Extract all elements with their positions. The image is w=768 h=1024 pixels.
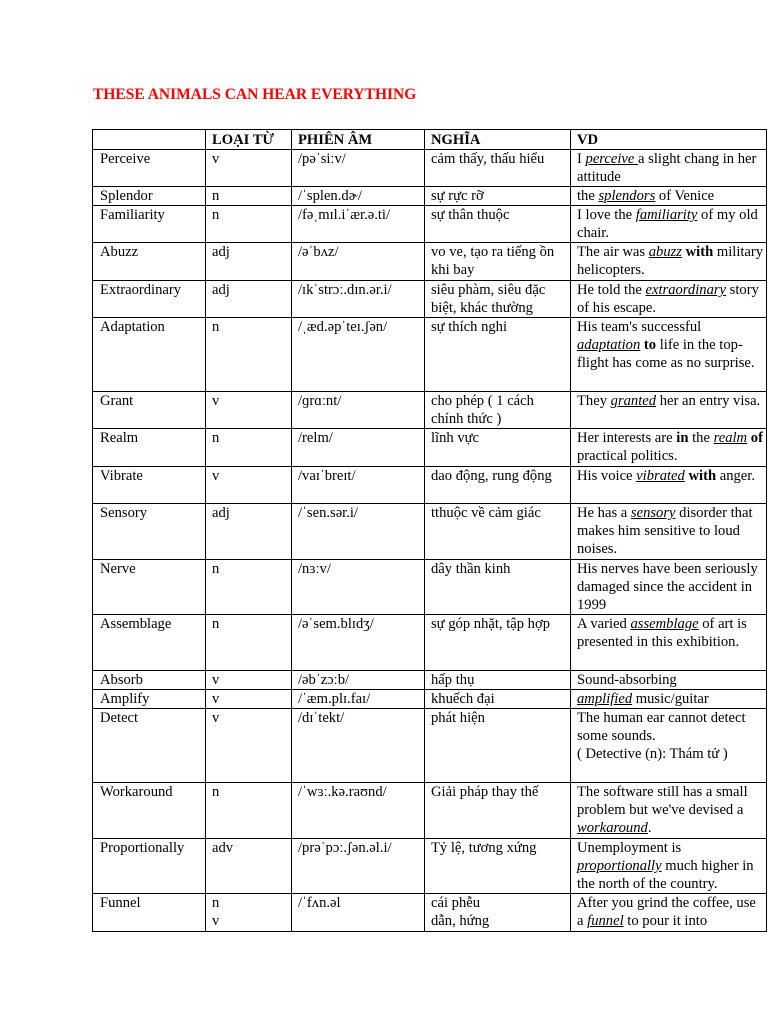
word-cell: Realm [93,429,206,467]
meaning-cell: phát hiện [425,709,571,783]
phonetic-cell: /ɪkˈstrɔː.dɪn.ər.i/ [292,281,425,318]
word-cell: Grant [93,392,206,429]
word-cell: Perceive [93,150,206,187]
example-bold-word: to [643,337,657,353]
example-cell [571,187,767,206]
phonetic-cell: /əˈsem.blɪdʒ/ [292,615,425,671]
word-cell: Abuzz [93,243,206,281]
meaning-cell: sự thích nghi [425,318,571,392]
phonetic-cell: /ˌæd.əpˈteɪ.ʃən/ [292,318,425,392]
example-text: the [688,430,714,446]
example-cell [571,281,767,318]
example-text: His team's successful [577,319,702,335]
word-cell: Splendor [93,187,206,206]
phonetic-cell: /ˈwɜː.kə.raʊnd/ [292,783,425,839]
word-type-cell: n [206,206,292,243]
example-keyword: sensory [630,505,676,521]
word-cell: Funnel [93,894,206,932]
example-keyword: amplified [577,691,633,707]
example-keyword: perceive [585,151,639,167]
table-row [93,206,767,243]
header-word [93,130,206,150]
header-word-type: LOẠI TỪ [206,130,292,150]
example-text: story of his escape. [577,282,759,316]
example-text: to pour it into [623,913,708,929]
word-type-cell: adv [206,839,292,894]
phonetic-cell: /nɜːv/ [292,560,425,615]
example-keyword: realm [713,430,748,446]
example-cell [571,318,767,392]
word-cell: Extraordinary [93,281,206,318]
phonetic-cell: /pəˈsiːv/ [292,150,425,187]
example-text: Her interests are [577,430,677,446]
example-text: The human ear cannot detect some sounds. ( Detective (n): Thám tử ) [577,710,746,762]
word-cell: Assemblage [93,615,206,671]
example-text: the [577,188,599,204]
example-cell [571,560,767,615]
example-text: disorder that makes him sensitive to loud noises. [577,505,753,557]
example-text: much higher in the north of the country. [577,858,754,892]
word-type-cell: adj [206,243,292,281]
word-cell: Nerve [93,560,206,615]
example-keyword: granted [610,393,657,409]
phonetic-cell: /relm/ [292,429,425,467]
word-type-cell: n [206,429,292,467]
example-text: a slight chang in her attitude [577,151,757,185]
word-type-cell: v [206,709,292,783]
example-text: of Venice [655,188,715,204]
meaning-cell: hấp thụ [425,671,571,690]
example-text: Sound-absorbing [577,672,677,688]
word-type-cell: n [206,560,292,615]
phonetic-cell: /fəˌmɪl.iˈær.ə.ti/ [292,206,425,243]
example-text: of my old chair. [577,207,758,241]
example-text: practical politics. [577,448,678,464]
example-text: I love the [577,207,636,223]
example-bold-word: in [676,430,689,446]
example-keyword: adaptation [577,337,641,353]
example-cell [571,615,767,671]
word-type-cell: v [206,150,292,187]
table-row [93,783,767,839]
word-type-cell: n v [206,894,292,932]
table-header-row [93,130,767,150]
meaning-cell: vo ve, tạo ra tiếng ồn khi bay [425,243,571,281]
meaning-cell: sự rực rỡ [425,187,571,206]
table-row [93,671,767,690]
word-type-cell: v [206,392,292,429]
example-cell [571,467,767,504]
header-phonetic: PHIÊN ÂM [292,130,425,150]
example-text: A varied [577,616,631,632]
phonetic-cell: /ɡrɑːnt/ [292,392,425,429]
phonetic-cell: /dɪˈtekt/ [292,709,425,783]
word-type-cell: v [206,671,292,690]
example-keyword: splendors [598,188,656,204]
example-text: . [647,820,652,836]
example-cell [571,392,767,429]
meaning-cell: dao động, rung động [425,467,571,504]
example-text: He has a [577,505,631,521]
example-cell [571,150,767,187]
word-cell: Adaptation [93,318,206,392]
example-bold-word: of [750,430,763,446]
word-cell: Detect [93,709,206,783]
vocabulary-table [92,129,767,932]
word-type-cell: adj [206,281,292,318]
example-text: anger. [716,468,755,484]
document-title: THESE ANIMALS CAN HEAR EVERYTHING [93,86,417,103]
example-text: He told the [577,282,646,298]
word-type-cell: n [206,783,292,839]
table-row [93,560,767,615]
example-keyword: assemblage [630,616,699,632]
example-text: I [577,151,586,167]
meaning-cell: Tỷ lệ, tương xứng [425,839,571,894]
meaning-cell: tthuộc về cảm giác [425,504,571,560]
example-text: life in the top-flight has come as no surprise. [577,337,755,371]
meaning-cell: lĩnh vực [425,429,571,467]
table-row [93,150,767,187]
word-type-cell: adj [206,504,292,560]
example-cell [571,671,767,690]
meaning-cell: Giải pháp thay thế [425,783,571,839]
table-row [93,243,767,281]
example-keyword: funnel [587,913,624,929]
table-row [93,690,767,709]
table-body [93,150,767,932]
example-text: her an entry visa. [656,393,761,409]
table-row [93,429,767,467]
table-row [93,281,767,318]
phonetic-cell: /ˈfʌn.əl [292,894,425,932]
meaning-cell: cảm thấy, thấu hiểu [425,150,571,187]
meaning-cell: sự thân thuộc [425,206,571,243]
table-row [93,894,767,932]
example-text: military helicopters. [577,244,764,278]
table-row [93,467,767,504]
example-cell [571,783,767,839]
table-row [93,504,767,560]
example-keyword: vibrated [636,468,685,484]
example-bold-word: with [688,468,717,484]
meaning-cell: cho phép ( 1 cách chính thức ) [425,392,571,429]
word-cell: Amplify [93,690,206,709]
meaning-cell: sự góp nhặt, tập hợp [425,615,571,671]
word-type-cell: v [206,690,292,709]
phonetic-cell: /vaɪˈbreɪt/ [292,467,425,504]
word-cell: Sensory [93,504,206,560]
example-text: After you grind the coffee, use a [577,895,756,929]
phonetic-cell: /əˈbʌz/ [292,243,425,281]
phonetic-cell: /ˈsplen.dɚ/ [292,187,425,206]
example-cell [571,894,767,932]
example-cell [571,709,767,783]
word-cell: Familiarity [93,206,206,243]
meaning-cell: cái phễu dẫn, hứng [425,894,571,932]
word-type-cell: n [206,187,292,206]
word-type-cell: n [206,615,292,671]
example-cell [571,429,767,467]
header-meaning: NGHĨA [425,130,571,150]
example-keyword: extraordinary [645,282,727,298]
table-row [93,187,767,206]
example-keyword: workaround [577,820,648,836]
example-text: His nerves have been seriously damaged since the accident in 1999 [577,561,758,613]
phonetic-cell: /prəˈpɔː.ʃən.əl.i/ [292,839,425,894]
example-text: The software still has a small problem but we've devised a [577,784,748,818]
table-row [93,615,767,671]
meaning-cell: khuếch đại [425,690,571,709]
example-keyword: abuzz [648,244,682,260]
example-text: His voice [577,468,637,484]
table-row [93,318,767,392]
example-text: Unemployment is [577,840,682,856]
word-type-cell: n [206,318,292,392]
example-keyword: proportionally [577,858,662,874]
example-bold-word: with [685,244,714,260]
table-row [93,839,767,894]
example-cell [571,504,767,560]
example-cell [571,839,767,894]
word-cell: Workaround [93,783,206,839]
word-type-cell: v [206,467,292,504]
word-cell: Proportionally [93,839,206,894]
phonetic-cell: /ˈæm.plɪ.faɪ/ [292,690,425,709]
example-text: of art is presented in this exhibition. [577,616,747,650]
example-text: The air was [577,244,649,260]
meaning-cell: dây thần kinh [425,560,571,615]
example-cell [571,206,767,243]
example-cell [571,243,767,281]
example-text: They [577,393,611,409]
meaning-cell: siêu phàm, siêu đặc biệt, khác thường [425,281,571,318]
word-cell: Vibrate [93,467,206,504]
phonetic-cell: /ˈsen.sər.i/ [292,504,425,560]
phonetic-cell: /əbˈzɔːb/ [292,671,425,690]
table-row [93,709,767,783]
example-keyword: familiarity [635,207,698,223]
word-cell: Absorb [93,671,206,690]
example-text: music/guitar [632,691,709,707]
example-cell [571,690,767,709]
table-row [93,392,767,429]
header-example: VD [571,130,767,150]
